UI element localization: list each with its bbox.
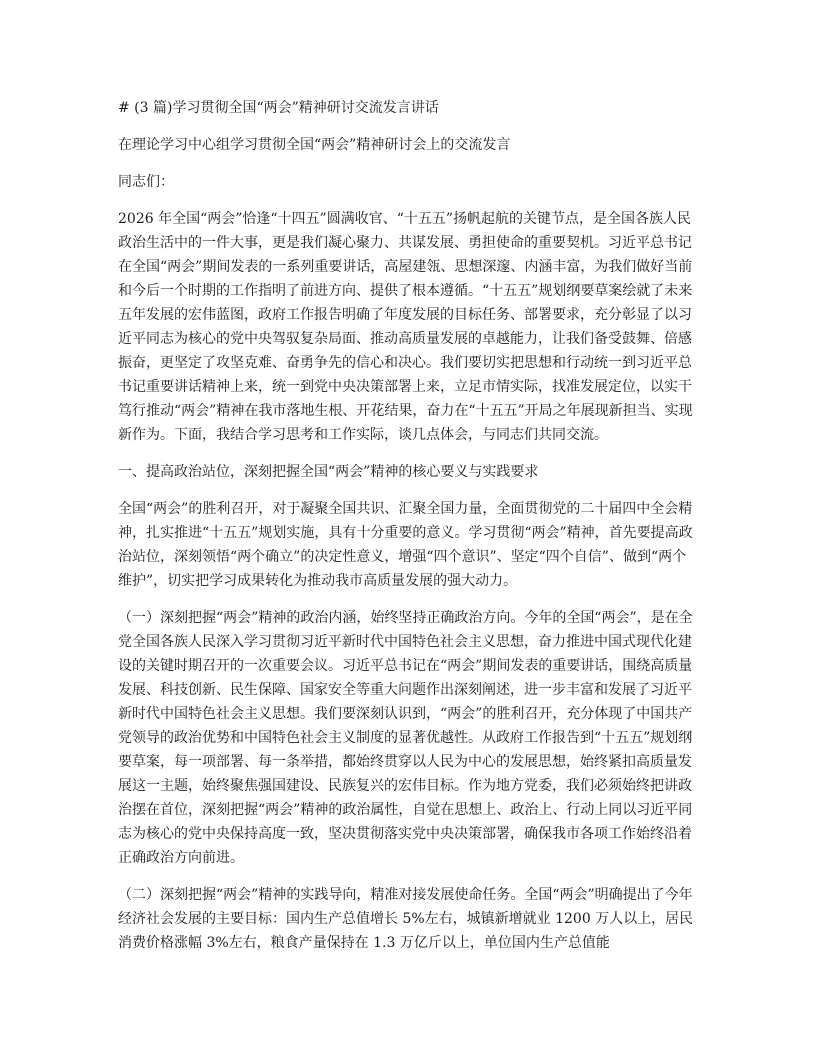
point-two-paragraph: （二）深刻把握“两会”精神的实践导向，精准对接发展使命任务。全国“两会”明确提出了今年经济社会发展的主要目标：国内生产总值增长 5%左右，城镇新增就业 1200 万人以上，居民消费价格涨幅 3%左右，粮食产量保持在 1.3 万亿斤以上，单位国内生产总值能 (118, 887, 694, 951)
point-one-paragraph: （一）深刻把握“两会”精神的政治内涵，始终坚持正确政治方向。今年的全国“两会”，是在全党全国各族人民深入学习贯彻习近平新时代中国特色社会主义思想，奋力推进中国式现代化建设的关键时期召开的一次重要会议。习近平总书记在“两会”期间发表的重要讲话，围绕高质量发展、科技创新、民生保障、国家安全等重大问题作出深刻阐述，进一步丰富和发展了习近平新时代中国特色社会主义思想。我们要深刻认识到，“两会”的胜利召开，充分体现了中国共产党领导的政治优势和中国特色社会主义制度的显著优越性。从政府工作报告到“十五五”规划纲要草案，每一项部署、每一条举措，都始终贯穿以人民为中心的发展思想，始终紧扣高质量发展这一主题，始终聚焦强国建设、民族复兴的宏伟目标。作为地方党委，我们必须始终把讲政治摆在首位，深刻把握“两会”精神的政治属性，自觉在思想上、政治上、行动上同以习近平同志为核心的党中央保持高度一致，坚决贯彻落实党中央决策部署，确保我市各项工作始终沿着正确政治方向前进。 (118, 610, 693, 866)
section-heading: 一、提高政治站位，深刻把握全国“两会”精神的核心要义与实践要求 (118, 464, 539, 480)
greeting: 同志们： (118, 174, 174, 190)
intro-paragraph: 2026 年全国“两会”恰逢“十四五”圆满收官、“十五五”扬帆起航的关键节点，是全国各族人民政治生活中的一件大事，更是我们凝心聚力、共谋发展、勇担使命的重要契机。习近平总书记在全国“两会”期间发表的一系列重要讲话，高屋建瓴、思想深邃、内涵丰富，为我们做好当前和今后一个时期的工作指明了前进方向、提供了根本遵循。“十五五”规划纲要草案绘就了未来五年发展的宏伟蓝图，政府工作报告明确了年度发展的目标任务、部署要求，充分彰显了以习近平同志为核心的党中央驾驭复杂局面、推动高质量发展的卓越能力，让我们备受鼓舞、倍感振奋，更坚定了攻坚克难、奋勇争先的信心和决心。我们要切实把思想和行动统一到习近平总书记重要讲话精神上来，统一到党中央决策部署上来，立足市情实际，找准发展定位，以实干笃行推动“两会”精神在我市落地生根、开花结果，奋力在“十五五”开局之年展现新担当、实现新作为。下面，我结合学习思考和工作实际，谈几点体会，与同志们共同交流。 (118, 211, 693, 443)
document-page (118, 96, 698, 968)
section-intro-paragraph: 全国“两会”的胜利召开，对于凝聚全国共识、汇聚全国力量，全面贯彻党的二十届四中全会精神，扎实推进“十五五”规划实施，具有十分重要的意义。学习贯彻“两会”精神，首先要提高政治站位，深刻领悟“两个确立”的决定性意义，增强“四个意识”、坚定“四个自信”、做到“两个维护”，切实把学习成果转化为推动我市高质量发展的强大动力。 (118, 501, 693, 589)
document-title: # (3 篇)学习贯彻全国“两会”精神研讨交流发言讲话 (118, 100, 439, 116)
document-subtitle: 在理论学习中心组学习贯彻全国“两会”精神研讨会上的交流发言 (118, 137, 511, 153)
